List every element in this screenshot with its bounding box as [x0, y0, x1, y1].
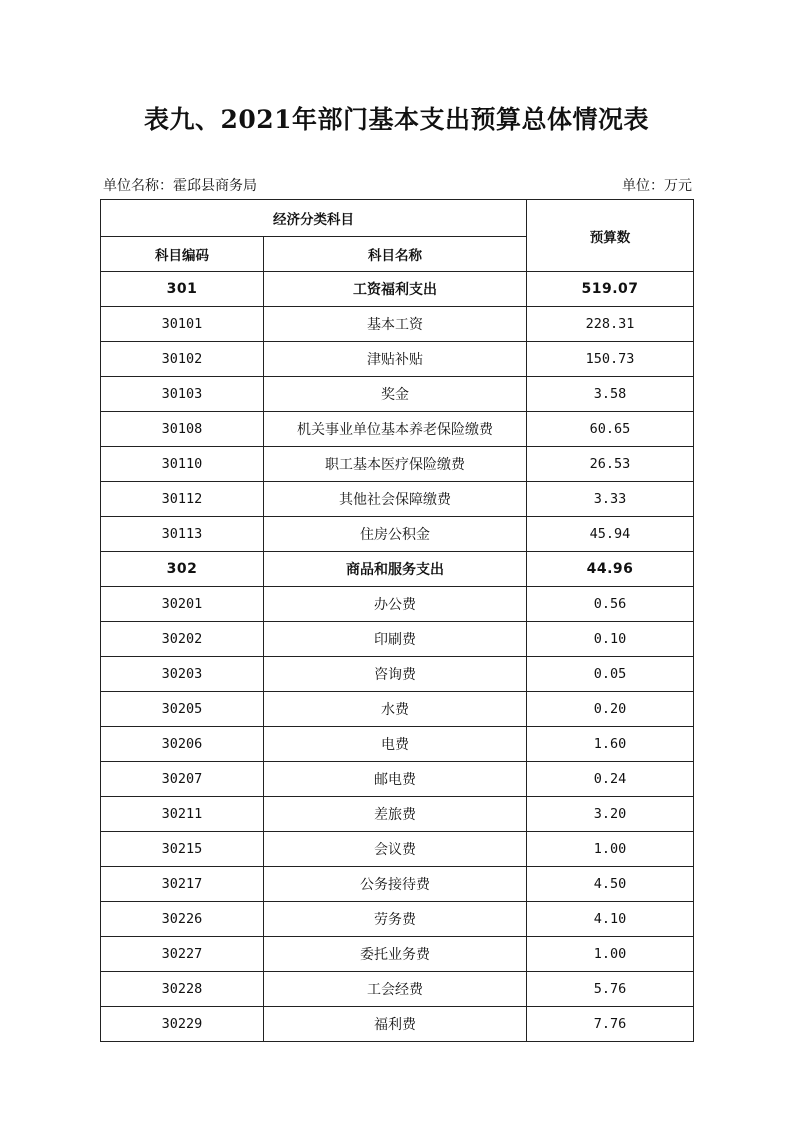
code-cell: 30205 — [101, 692, 264, 727]
header-code-cell: 科目编码 — [101, 237, 264, 272]
amount-cell: 1.60 — [527, 727, 694, 762]
name-cell: 劳务费 — [264, 902, 527, 937]
code-cell: 301 — [101, 272, 264, 307]
amount-cell: 228.31 — [527, 307, 694, 342]
table-row — [101, 447, 694, 482]
name-cell: 邮电费 — [264, 762, 527, 797]
name-cell: 津贴补贴 — [264, 342, 527, 377]
amount-cell: 150.73 — [527, 342, 694, 377]
table-row — [101, 972, 694, 1007]
name-cell: 奖金 — [264, 377, 527, 412]
table-row — [101, 657, 694, 692]
amount-cell: 1.00 — [527, 832, 694, 867]
page-title: 表九、2021年部门基本支出预算总体情况表 — [143, 105, 650, 134]
table-row — [101, 587, 694, 622]
amount-cell: 0.24 — [527, 762, 694, 797]
name-cell: 办公费 — [264, 587, 527, 622]
code-cell: 30108 — [101, 412, 264, 447]
amount-cell: 4.50 — [527, 867, 694, 902]
amount-cell: 0.56 — [527, 587, 694, 622]
code-cell: 30206 — [101, 727, 264, 762]
table-body — [101, 272, 694, 1042]
table-row — [101, 517, 694, 552]
name-cell: 工会经费 — [264, 972, 527, 1007]
table-row — [101, 342, 694, 377]
code-cell: 30228 — [101, 972, 264, 1007]
header-group-cell: 经济分类科目 — [101, 200, 527, 237]
name-cell: 住房公积金 — [264, 517, 527, 552]
header-row-group — [101, 200, 694, 237]
code-cell: 30110 — [101, 447, 264, 482]
table-row — [101, 412, 694, 447]
name-cell: 电费 — [264, 727, 527, 762]
name-cell: 工资福利支出 — [264, 272, 527, 307]
table-row — [101, 307, 694, 342]
amount-cell: 1.00 — [527, 937, 694, 972]
unit-name-label: 单位名称：霍邱县商务局 — [103, 178, 257, 194]
header-name-cell: 科目名称 — [264, 237, 527, 272]
table-row — [101, 622, 694, 657]
table-row — [101, 797, 694, 832]
code-cell: 30229 — [101, 1007, 264, 1042]
name-cell: 机关事业单位基本养老保险缴费 — [264, 412, 527, 447]
unit-label: 单位：万元 — [622, 178, 692, 194]
code-cell: 30211 — [101, 797, 264, 832]
code-cell: 302 — [101, 552, 264, 587]
amount-cell: 519.07 — [527, 272, 694, 307]
table-row — [101, 762, 694, 797]
code-cell: 30215 — [101, 832, 264, 867]
code-cell: 30226 — [101, 902, 264, 937]
code-cell: 30103 — [101, 377, 264, 412]
amount-cell: 26.53 — [527, 447, 694, 482]
table-row — [101, 482, 694, 517]
budget-table — [100, 199, 694, 1042]
amount-cell: 3.58 — [527, 377, 694, 412]
header-amount-cell: 预算数 — [527, 200, 694, 272]
amount-cell: 0.20 — [527, 692, 694, 727]
table-row — [101, 937, 694, 972]
table-row — [101, 902, 694, 937]
code-cell: 30101 — [101, 307, 264, 342]
amount-cell: 3.20 — [527, 797, 694, 832]
name-cell: 咨询费 — [264, 657, 527, 692]
name-cell: 会议费 — [264, 832, 527, 867]
code-cell: 30207 — [101, 762, 264, 797]
table-row — [101, 692, 694, 727]
name-cell: 印刷费 — [264, 622, 527, 657]
code-cell: 30202 — [101, 622, 264, 657]
name-cell: 基本工资 — [264, 307, 527, 342]
table-row — [101, 832, 694, 867]
name-cell: 差旅费 — [264, 797, 527, 832]
table-row — [101, 727, 694, 762]
name-cell: 福利费 — [264, 1007, 527, 1042]
code-cell: 30112 — [101, 482, 264, 517]
amount-cell: 0.05 — [527, 657, 694, 692]
code-cell: 30217 — [101, 867, 264, 902]
code-cell: 30227 — [101, 937, 264, 972]
code-cell: 30113 — [101, 517, 264, 552]
name-cell: 委托业务费 — [264, 937, 527, 972]
name-cell: 公务接待费 — [264, 867, 527, 902]
table-row — [101, 1007, 694, 1042]
name-cell: 职工基本医疗保险缴费 — [264, 447, 527, 482]
category-row — [101, 272, 694, 307]
code-cell: 30201 — [101, 587, 264, 622]
amount-cell: 44.96 — [527, 552, 694, 587]
amount-cell: 5.76 — [527, 972, 694, 1007]
code-cell: 30203 — [101, 657, 264, 692]
name-cell: 其他社会保障缴费 — [264, 482, 527, 517]
amount-cell: 3.33 — [527, 482, 694, 517]
name-cell: 水费 — [264, 692, 527, 727]
code-cell: 30102 — [101, 342, 264, 377]
table-row — [101, 867, 694, 902]
amount-cell: 7.76 — [527, 1007, 694, 1042]
name-cell: 商品和服务支出 — [264, 552, 527, 587]
amount-cell: 45.94 — [527, 517, 694, 552]
category-row — [101, 552, 694, 587]
amount-cell: 0.10 — [527, 622, 694, 657]
amount-cell: 60.65 — [527, 412, 694, 447]
table-row — [101, 377, 694, 412]
amount-cell: 4.10 — [527, 902, 694, 937]
